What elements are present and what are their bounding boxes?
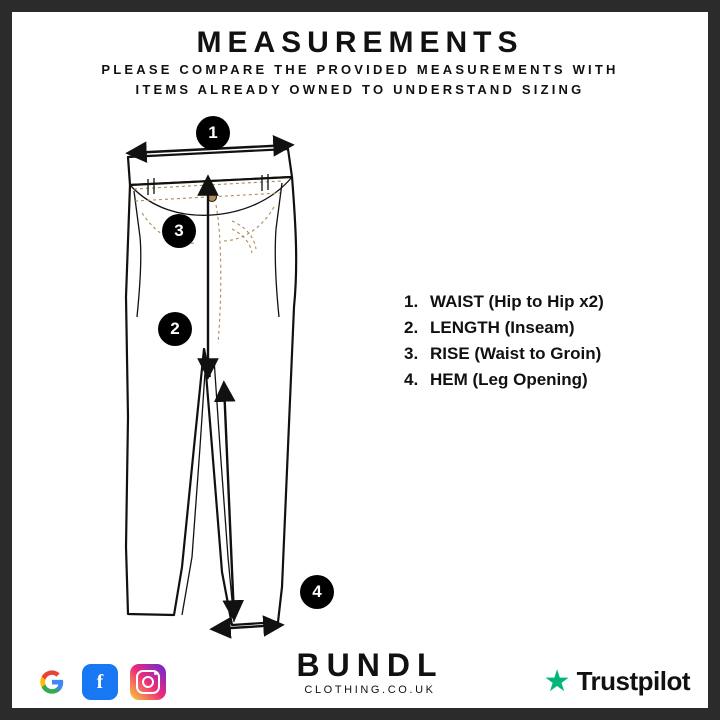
length-callout-badge: 2 — [158, 312, 192, 346]
rise-callout-badge: 3 — [162, 214, 196, 248]
instagram-flash — [154, 672, 157, 675]
brand-domain: CLOTHING.CO.UK — [304, 684, 436, 696]
trustpilot-label: Trustpilot — [576, 666, 690, 696]
legend-item-length — [404, 318, 694, 338]
subtitle-line-1: PLEASE COMPARE THE PROVIDED MEASUREMENTS WITH — [101, 62, 619, 77]
subtitle-line-2: ITEMS ALREADY OWNED TO UNDERSTAND SIZING — [135, 82, 585, 97]
instagram-icon[interactable] — [130, 664, 166, 700]
brand-logo — [260, 648, 480, 696]
instagram-lens — [142, 676, 154, 688]
facebook-icon[interactable] — [82, 664, 118, 700]
legend-item-rise — [404, 344, 694, 364]
page-title: MEASUREMENTS — [196, 26, 524, 59]
legend-label: LENGTH (Inseam) — [430, 318, 575, 337]
jeans-diagram — [82, 117, 402, 647]
social-links — [34, 664, 166, 700]
legend-label: HEM (Leg Opening) — [430, 370, 588, 389]
google-g-glyph — [38, 668, 66, 696]
legend-item-waist — [404, 292, 694, 312]
page-subtitle — [60, 60, 660, 100]
hem-callout-badge: 4 — [300, 575, 334, 609]
facebook-f-glyph: f — [96, 670, 104, 693]
legend-label: WAIST (Hip to Hip x2) — [430, 292, 604, 311]
measurement-legend — [404, 292, 694, 396]
measurements-card — [12, 12, 708, 708]
legend-number: 4. — [404, 370, 419, 389]
trustpilot-star-icon: ★ — [543, 664, 571, 698]
legend-number: 1. — [404, 292, 419, 311]
jeans-illustration — [82, 117, 402, 647]
trustpilot-logo[interactable] — [544, 666, 690, 697]
instagram-camera-glyph — [136, 670, 160, 694]
legend-number: 3. — [404, 344, 419, 363]
legend-number: 2. — [404, 318, 419, 337]
google-icon[interactable] — [34, 664, 70, 700]
waist-callout-badge: 1 — [196, 116, 230, 150]
brand-name: BUNDL — [296, 647, 444, 683]
legend-item-hem — [404, 370, 694, 390]
legend-label: RISE (Waist to Groin) — [430, 344, 602, 363]
